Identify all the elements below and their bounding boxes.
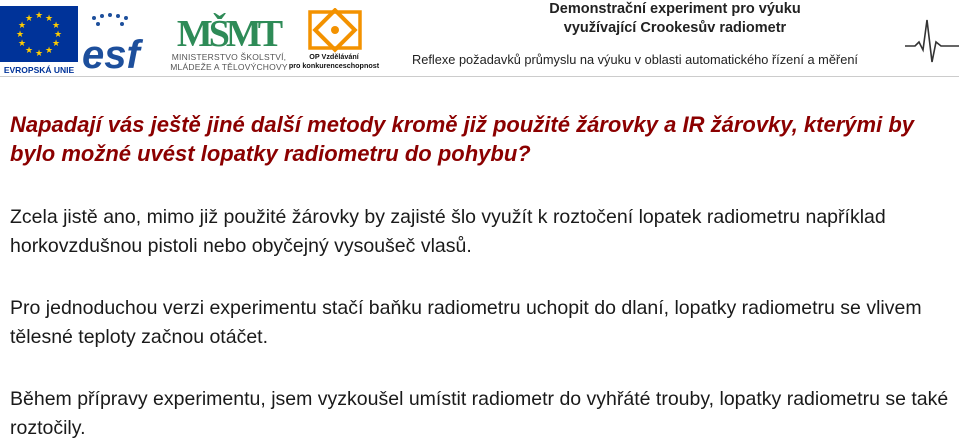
eu-label: EVROPSKÁ UNIE [3, 65, 75, 75]
svg-text:★: ★ [24, 14, 34, 24]
answer-paragraph-3: Během přípravy experimentu, jsem vyzkoušel umístit radiometr do vyhřáté trouby, lopatky radiometru se také roztočily. [10, 388, 949, 439]
esf-logo [80, 8, 160, 72]
svg-text:★: ★ [15, 30, 25, 40]
ministry-name [168, 52, 290, 72]
question-heading: Napadají vás ještě jiné další metody kromě již použité žárovky a IR žárovky, kterými by bylo možné uvést lopatky radiometru do pohybu? [10, 112, 914, 166]
svg-text:★: ★ [44, 14, 54, 24]
svg-text:★: ★ [17, 21, 27, 31]
svg-text:★: ★ [53, 30, 63, 40]
answer-paragraph-2: Pro jednoduchou verzi experimentu stačí baňku radiometru uchopit do dlaní, lopatky radiometru se vlivem tělesné teploty začnou otáčet. [10, 297, 922, 348]
svg-text:★: ★ [17, 39, 27, 49]
answer-paragraph-1: Zcela jistě ano, mimo již použité žárovky by zajisté šlo využít k roztočení lopatek radiometru například horkovzdušnou pistoli nebo obyčejný vysoušeč vlasů. [10, 206, 886, 257]
msmt-label: MŠMT [176, 13, 280, 55]
header-title [480, 0, 870, 38]
svg-text:★: ★ [34, 11, 44, 21]
svg-text:★: ★ [51, 21, 61, 31]
op-line-2: pro konkurenceschopnost [288, 61, 380, 70]
svg-text:★: ★ [51, 39, 61, 49]
ministry-line-1: MINISTERSTVO ŠKOLSTVÍ, [171, 52, 287, 62]
header-divider [0, 76, 959, 77]
esf-label: esf [82, 33, 140, 72]
header [0, 0, 959, 80]
svg-text:★: ★ [34, 49, 44, 59]
op-line-1: OP Vzdělávání [309, 52, 359, 61]
svg-text:★: ★ [44, 46, 54, 56]
eu-flag-logo [0, 6, 78, 76]
svg-text:★: ★ [24, 46, 34, 56]
op-name [282, 52, 386, 70]
title-line-1: Demonstrační experiment pro výuku [549, 1, 801, 17]
title-line-2: využívající Crookesův radiometr [563, 20, 787, 36]
ministry-line-2: MLÁDEŽE A TĚLOVÝCHOVY [170, 62, 288, 72]
signal-wave-icon [905, 12, 959, 68]
header-subtitle: Reflexe požadavků průmyslu na výuku v oblasti automatického řízení a měření [412, 52, 858, 67]
